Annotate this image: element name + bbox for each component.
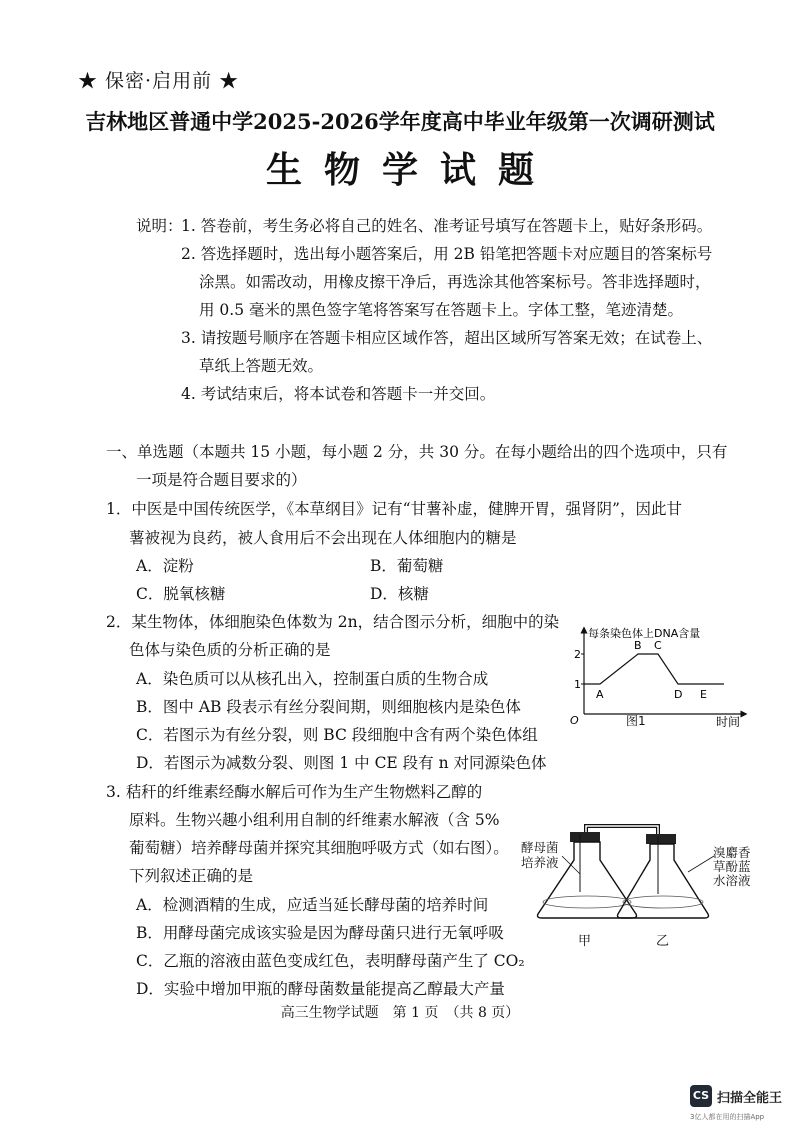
subject-title: 生物学试题 [265,149,556,191]
x-axis-label: 时间 [716,715,741,729]
instruction-line: 1. 答卷前，考生务必将自己的姓名、准考证号填写在答题卡上，贴好条形码。 [181,217,713,235]
point-label-b: B [634,639,642,652]
point-label-c: C [654,639,662,652]
flask-label-jia: 甲 [578,934,592,949]
option-a: A．淀粉 [136,557,194,575]
option-b: B．用酵母菌完成该实验是因为酵母菌只进行无氧呼吸 [136,924,504,942]
instruction-line: 2. 答选择题时，选出每小题答案后，用 2B 铅笔把答题卡对应题目的答案标号 [181,245,713,263]
cs-logo-icon: CS [690,1085,712,1107]
flask-yi [618,834,709,918]
label-bromothymol: 溴麝香 草酚蓝 水溶液 [713,845,751,888]
option-d: D．核糖 [370,585,429,603]
option-d: D．实验中增加甲瓶的酵母菌数量能提高乙醇最大产量 [136,980,505,998]
confidential-mark: ★ 保密·启用前 ★ [78,70,240,92]
y-axis-label: 每条染色体上DNA含量 [588,627,701,640]
figure-1-caption: 图1 [626,714,646,728]
watermark-name: 扫描全能王 [717,1091,783,1106]
option-c: C．乙瓶的溶液由蓝色变成红色，表明酵母菌产生了 CO₂ [136,952,525,970]
instruction-line: 草纸上答题无效。 [199,357,324,375]
section-heading-cont: 一项是符合题目要求的） [136,471,307,489]
watermark-tagline: 3亿人都在用的扫描App [690,1113,765,1121]
instruction-line: 用 0.5 毫米的黑色签字笔将答案写在答题卡上。字体工整，笔迹清楚。 [199,301,684,319]
question-stem: 下列叙述正确的是 [129,867,254,885]
option-c: C．若图示为有丝分裂，则 BC 段细胞中含有两个染色体组 [136,726,538,744]
instruction-line: 涂黑。如需改动，用橡皮擦干净后，再选涂其他答案标号。答非选择题时， [199,273,711,291]
question-stem: 原料。生物兴趣小组利用自制的纤维素水解液（含 5% [129,811,500,829]
instruction-line: 3. 请按题号顺序在答题卡相应区域作答，超出区域所写答案无效；在试卷上、 [181,329,713,347]
point-label-e: E [700,688,707,701]
question-stem: 2．某生物体，体细胞染色体数为 2n，结合图示分析，细胞中的染 [106,613,560,631]
option-b: B．图中 AB 段表示有丝分裂间期，则细胞核内是染色体 [136,698,521,716]
instruction-line: 4. 考试结束后，将本试卷和答题卡一并交回。 [181,385,496,403]
question-stem: 葡萄糖）培养酵母菌并探究其细胞呼吸方式（如右图）。 [129,839,509,857]
y-tick-label: 1 [574,678,581,691]
option-a: A．检测酒精的生成，应适当延长酵母菌的培养时间 [136,896,489,914]
option-d: D．若图示为减数分裂、则图 1 中 CE 段有 n 对同源染色体 [136,754,547,772]
point-label-d: D [674,688,683,701]
question-stem: 1．中医是中国传统医学，《本草纲目》记有“甘薯补虚，健脾开胃，强肾阴”，因此甘 [106,500,682,518]
option-a: A．染色质可以从核孔出入，控制蛋白质的生物合成 [136,670,489,688]
page-footer: 高三生物学试题 第 1 页 （共 8 页） [280,1005,520,1021]
figure-1-chart [566,620,756,730]
label-yeast-culture: 酵母菌 培养液 [521,840,559,870]
question-stem: 3. 秸秆的纤维素经酶水解后可作为生产生物燃料乙醇的 [106,783,483,801]
exam-title: 吉林地区普通中学2025-2026学年度高中毕业年级第一次调研测试 [85,109,715,134]
point-label-a: A [596,688,604,701]
series-line [584,654,724,684]
question-stem: 色体与染色质的分析正确的是 [129,641,331,659]
option-c: C．脱氧核糖 [136,585,226,603]
scanner-watermark [690,1085,794,1125]
section-heading: 一、单选题（本题共 15 小题，每小题 2 分，共 30 分。在每小题给出的四个选项中，只有 [106,443,728,461]
instructions-label: 说明： [136,217,183,235]
origin-label: O [570,714,579,727]
question-stem: 薯被视为良药，被人食用后不会出现在人体细胞内的糖是 [129,529,517,547]
option-b: B．葡萄糖 [370,557,444,575]
y-tick-label: 2 [574,648,581,661]
flask-label-yi: 乙 [656,934,670,949]
